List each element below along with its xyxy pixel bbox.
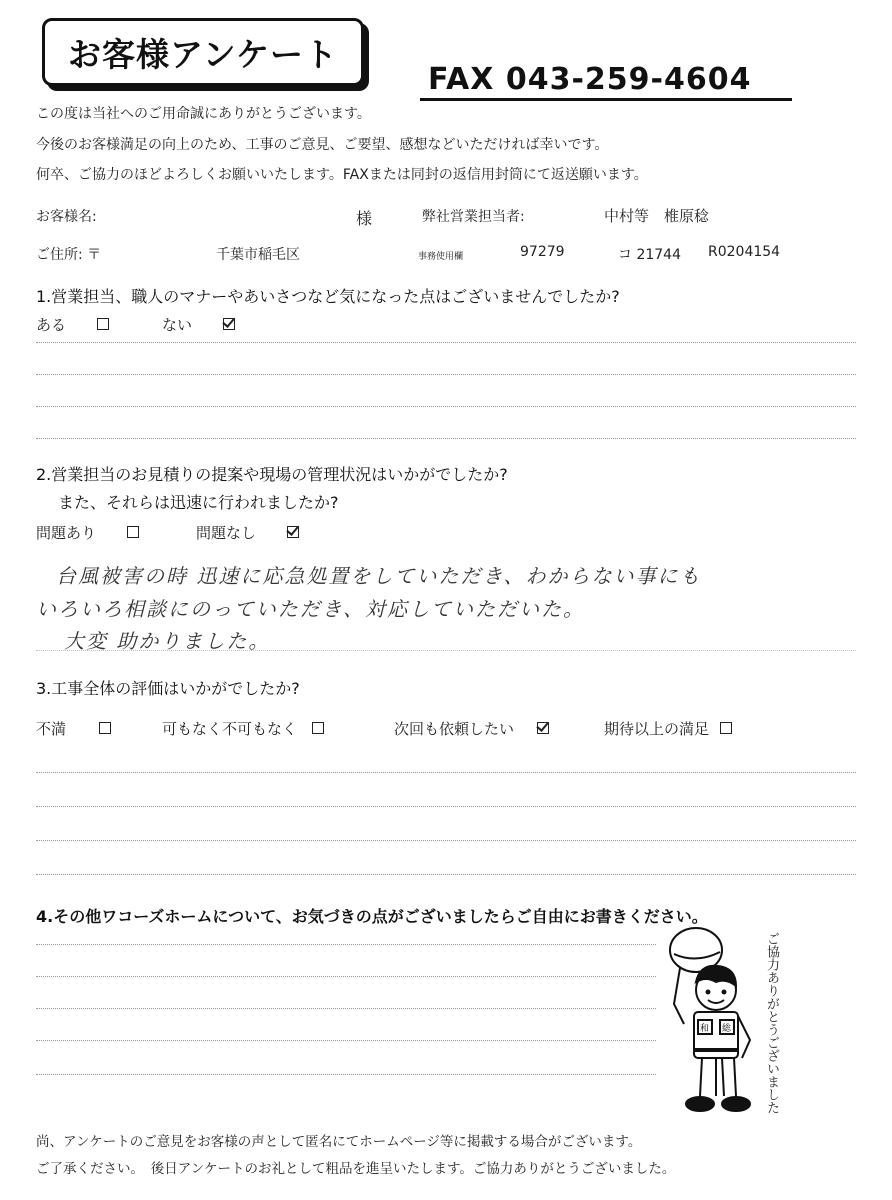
q1-option-label: ない xyxy=(162,316,193,334)
q3-option-dissatisfied[interactable] xyxy=(36,718,111,739)
q2-option-problem[interactable] xyxy=(36,522,139,543)
address-label: ご住所: 〒 xyxy=(36,247,102,263)
staff-names: 中村等 椎原稔 xyxy=(604,207,710,225)
footer-line-1: 尚、アンケートのご意見をお客様の声として匿名にてホームページ等に掲載する場合がございます。 xyxy=(36,1134,642,1150)
answer-line xyxy=(36,806,856,807)
q2-option-label: 問題なし xyxy=(196,524,257,542)
checkbox-checked-icon[interactable] xyxy=(287,526,299,538)
survey-title-box xyxy=(42,18,364,86)
checkbox-checked-icon[interactable] xyxy=(223,318,235,330)
q2-handwritten-answer-1: 台風被害の時 迅速に応急処置をしていただき、わからない事にも xyxy=(56,564,702,588)
customer-name-label: お客様名: xyxy=(36,209,97,225)
intro-line-2: 今後のお客様満足の向上のため、工事のご意見、ご要望、感想などいただければ幸いです。 xyxy=(36,137,609,153)
office-code-2: コ 21744 xyxy=(618,247,681,263)
q2-handwritten-answer-2: いろいろ相談にのっていただき、対応していただいた。 xyxy=(36,597,585,621)
survey-title: お客様アンケート xyxy=(67,34,339,74)
answer-line xyxy=(36,1074,656,1075)
q1-option-aru[interactable] xyxy=(36,314,109,335)
footer-line-2: ご了承ください。 後日アンケートのお礼として粗品を進呈いたします。ご協力ありがとうございました。 xyxy=(36,1161,676,1177)
question-1: 1.営業担当、職人のマナーやあいさつなど気になった点はございませんでしたか? xyxy=(36,287,620,306)
address-value: 千葉市稲毛区 xyxy=(216,247,300,263)
honorific: 様 xyxy=(356,209,373,228)
q3-option-neutral[interactable] xyxy=(162,718,324,739)
checkbox-empty-icon[interactable] xyxy=(127,526,139,538)
fax-number: FAX 043-259-4604 xyxy=(428,62,752,97)
intro-line-3: 何卒、ご協力のほどよろしくお願いいたします。FAXまたは同封の返信用封筒にて返送願います。 xyxy=(36,167,648,183)
answer-line xyxy=(36,374,856,375)
answer-line xyxy=(36,874,856,875)
answer-line xyxy=(36,772,856,773)
answer-line xyxy=(36,1040,656,1041)
answer-line xyxy=(36,406,856,407)
question-2-line-1: 2.営業担当のお見積りの提案や現場の管理状況はいかがでしたか? xyxy=(36,465,508,484)
office-code-3: R0204154 xyxy=(708,244,781,260)
checkbox-empty-icon[interactable] xyxy=(312,722,324,734)
q3-option-label: 可もなく不可もなく xyxy=(162,720,298,738)
fax-underline xyxy=(420,98,792,101)
q3-option-label: 次回も依頼したい xyxy=(394,720,515,738)
q2-handwritten-answer-3: 大変 助かりました。 xyxy=(64,629,271,653)
q2-option-no-problem[interactable] xyxy=(196,522,299,543)
q3-option-exceeded[interactable] xyxy=(604,718,732,739)
thanks-vertical-text: ご協力ありがとうございました xyxy=(764,932,779,1114)
q1-option-label: ある xyxy=(36,316,67,334)
answer-line xyxy=(36,342,856,343)
checkbox-checked-icon[interactable] xyxy=(537,722,549,734)
question-3: 3.工事全体の評価はいかがでしたか? xyxy=(36,679,300,698)
answer-line xyxy=(36,840,856,841)
checkbox-empty-icon[interactable] xyxy=(97,318,109,330)
office-use-label: 事務使用欄 xyxy=(418,252,464,262)
checkbox-empty-icon[interactable] xyxy=(720,722,732,734)
q3-option-label: 期待以上の満足 xyxy=(604,720,710,738)
question-2-line-2: また、それらは迅速に行われましたか? xyxy=(58,493,339,512)
staff-label: 弊社営業担当者: xyxy=(422,209,525,225)
office-code-1: 97279 xyxy=(520,244,565,260)
q1-option-nai[interactable] xyxy=(162,314,235,335)
answer-line xyxy=(36,1008,656,1009)
q3-option-request-again[interactable] xyxy=(394,718,549,739)
answer-line xyxy=(36,944,656,945)
intro-line-1: この度は当社へのご用命誠にありがとうございます。 xyxy=(36,106,371,122)
q2-option-label: 問題あり xyxy=(36,524,97,542)
answer-line xyxy=(36,650,856,651)
mascot-badge-2: 総 xyxy=(722,1024,732,1034)
mascot-badge-1: 和 xyxy=(700,1024,710,1034)
question-4: 4.その他ワコーズホームについて、お気づきの点がございましたらご自由にお書きください。 xyxy=(36,907,708,926)
answer-line xyxy=(36,976,656,977)
q3-option-label: 不満 xyxy=(36,720,67,738)
checkbox-empty-icon[interactable] xyxy=(99,722,111,734)
answer-line xyxy=(36,438,856,439)
mascot-worker-icon xyxy=(660,924,760,1124)
